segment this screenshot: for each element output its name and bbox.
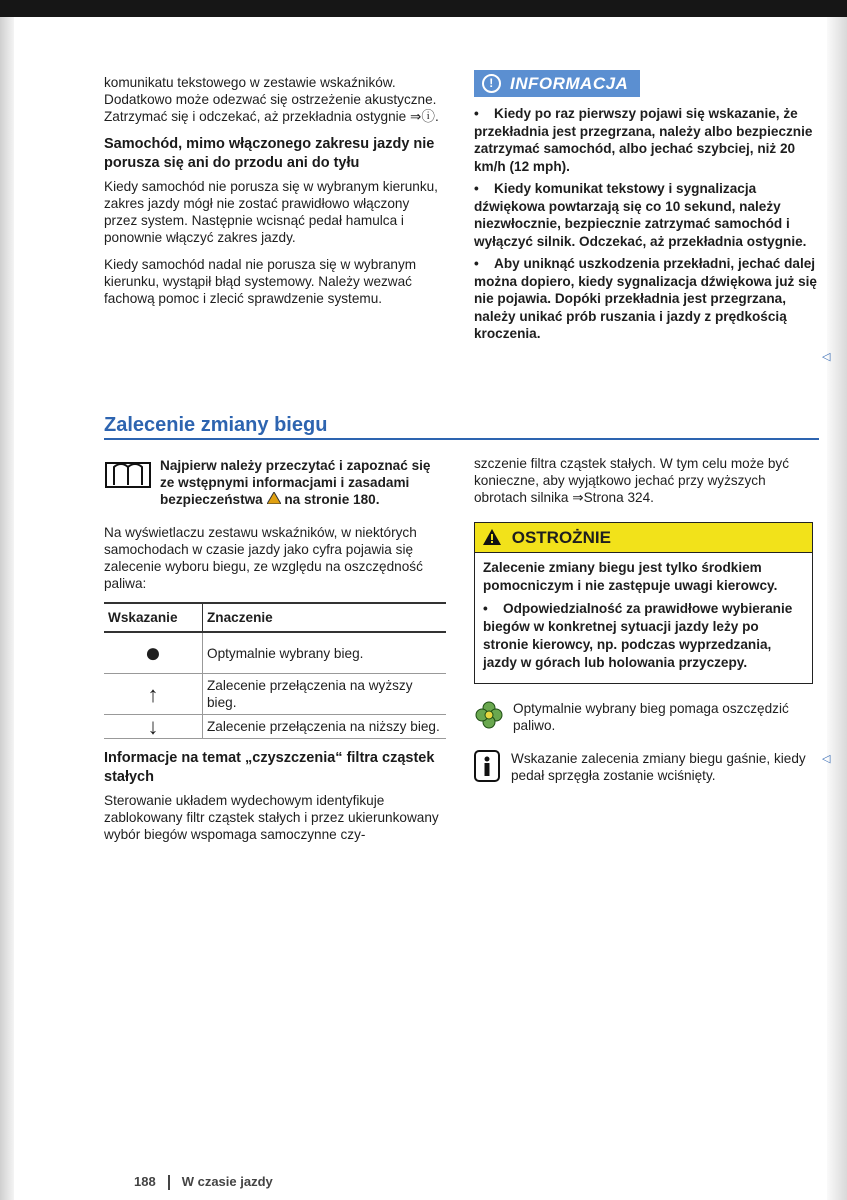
table-row [104, 632, 446, 674]
paragraph-filter-right: szczenie filtra cząstek stałych. W tym celu może być konieczne, aby wyjątkowo jechać przy wyższych obrotach silnika ⇒Strona 324. [474, 456, 790, 505]
info-i-icon [474, 750, 500, 782]
section-title: Zalecenie zmiany biegu [104, 414, 328, 436]
end-triangle-icon: ◁ [822, 351, 831, 363]
left-column-bottom [104, 457, 442, 853]
info-item: • Kiedy komunikat tekstowy i sygnalizacja dźwiękowa powtarzają się co 10 sekund, należy niezwłocznie, bezpiecznie zatrzymać samochód i wyłączyć silnik. Odczekać, aż przekładnia ostygnie. [474, 181, 807, 249]
section-divider [104, 438, 819, 440]
warning-body [475, 553, 812, 683]
table-row [104, 674, 446, 715]
meaning-cell: Optymalnie wybrany bieg. [203, 632, 447, 674]
book-icon [104, 457, 152, 489]
footer-separator [168, 1175, 170, 1190]
warning-text: Zalecenie zmiany biegu jest tylko środkiem pomocniczym i nie zastępuje uwagi kierowcy. [483, 560, 778, 593]
heading-vehicle-not-moving: Samochód, mimo włączonego zakresu jazdy nie porusza się ani do przodu ani do tyłu [104, 136, 435, 171]
scan-left-shadow [0, 17, 14, 1200]
chapter-name: W czasie jazdy [181, 1174, 273, 1189]
info-box [474, 70, 819, 348]
page-footer [134, 1174, 273, 1190]
indicator-table [104, 602, 446, 739]
info-title: INFORMACJA [510, 74, 629, 93]
scan-right-shadow [827, 17, 847, 1200]
info-item: • Kiedy po raz pierwszy pojawi się wskazanie, że przekładnia jest przegrzana, należy albo bezpiecznie zatrzymać samochód, albo jechać szybciej, niż 20 km/h (12 mph). [474, 106, 813, 174]
paragraph-display-info: Na wyświetlaczu zestawu wskaźników, w niektórych samochodach w czasie jazdy jako cyfra pojawia się zalecenie wyboru biegu, ze względu na oszczędność paliwa: [104, 525, 423, 591]
eco-note-text: Optymalnie wybrany bieg pomaga oszczędzić paliwo. [513, 701, 789, 733]
warning-triangle-icon [483, 529, 501, 545]
info-item: • Aby uniknąć uszkodzenia przekładni, jechać dalej można dopiero, kiedy sygnalizacja dźwiękowa już się nie pojawia. Dopóki przekładnia jest przegrzana, należy unikać prób ruszania i jazdy z prędkością kroczenia. [474, 256, 817, 341]
meaning-cell: Zalecenie przełączenia na niższy bieg. [203, 715, 447, 739]
info-icon: ! [482, 74, 501, 93]
warning-header [475, 523, 812, 553]
symbol-dot: ● [104, 632, 203, 674]
eco-note [474, 700, 819, 734]
left-column-top [104, 74, 442, 317]
paragraph-system-error: Kiedy samochód nadal nie porusza się w wybranym kierunku, wystąpił błąd systemowy. Należy wezwać fachową pomoc i zlecić sprawdzenie systemu. [104, 257, 417, 306]
intro-text: Najpierw należy przeczytać i zapoznać się ze wstępnymi informacjami i zasadami bezpieczeństwa na stronie 180. [160, 458, 431, 507]
warning-text: • Odpowiedzialność za prawidłowe wybieranie biegów w konkretnej sytuacji jazdy leży po stronie kierowcy, np. podczas wyprzedzania, jazdy w górach lub holowania przyczepy. [483, 601, 793, 670]
warning-triangle-icon [267, 492, 281, 504]
heading-filter-cleaning: Informacje na temat „czyszczenia“ filtra cząstek stałych [104, 750, 435, 785]
end-triangle-icon: ◁ [822, 753, 831, 765]
table-row [104, 715, 446, 739]
right-column-bottom [474, 455, 819, 784]
symbol-arrow-down: ↓ [104, 715, 203, 739]
intro-block [104, 457, 442, 508]
warning-box [474, 522, 813, 684]
info-list [474, 105, 819, 343]
warning-title: OSTROŻNIE [511, 528, 611, 547]
paragraph-filter-left: Sterowanie układem wydechowym identyfikuje zablokowany filtr cząstek stałych i przez ukierunkowany wybór biegów wspomaga samoczynne czy- [104, 793, 439, 842]
symbol-arrow-up: ↑ [104, 674, 203, 715]
info-note-text: Wskazanie zalecenia zmiany biegu gaśnie, kiedy pedał sprzęgła zostanie wciśnięty. [511, 751, 806, 783]
meaning-cell: Zalecenie przełączenia na wyższy bieg. [203, 674, 447, 715]
info-note [474, 750, 819, 784]
eco-flower-icon [474, 700, 504, 730]
paragraph-vehicle-not-moving: Kiedy samochód nie porusza się w wybranym kierunku, zakres jazdy mógł nie zostać prawidłowo włączony przez system. Następnie wcisnąć pedał hamulca i ponownie włączyć zakres jazdy. [104, 179, 438, 245]
paragraph-continuation: komunikatu tekstowego w zestawie wskaźników. Dodatkowo może odezwać się ostrzeżenie akustyczne. Zatrzymać się i odczekać, aż przekładnia ostygnie ⇒ⓘ. [104, 75, 439, 124]
info-header [474, 70, 640, 97]
page-number: 188 [134, 1174, 156, 1189]
table-header-meaning: Znaczenie [203, 603, 447, 632]
table-header-indicator: Wskazanie [104, 603, 203, 632]
scan-top-edge [0, 0, 847, 17]
